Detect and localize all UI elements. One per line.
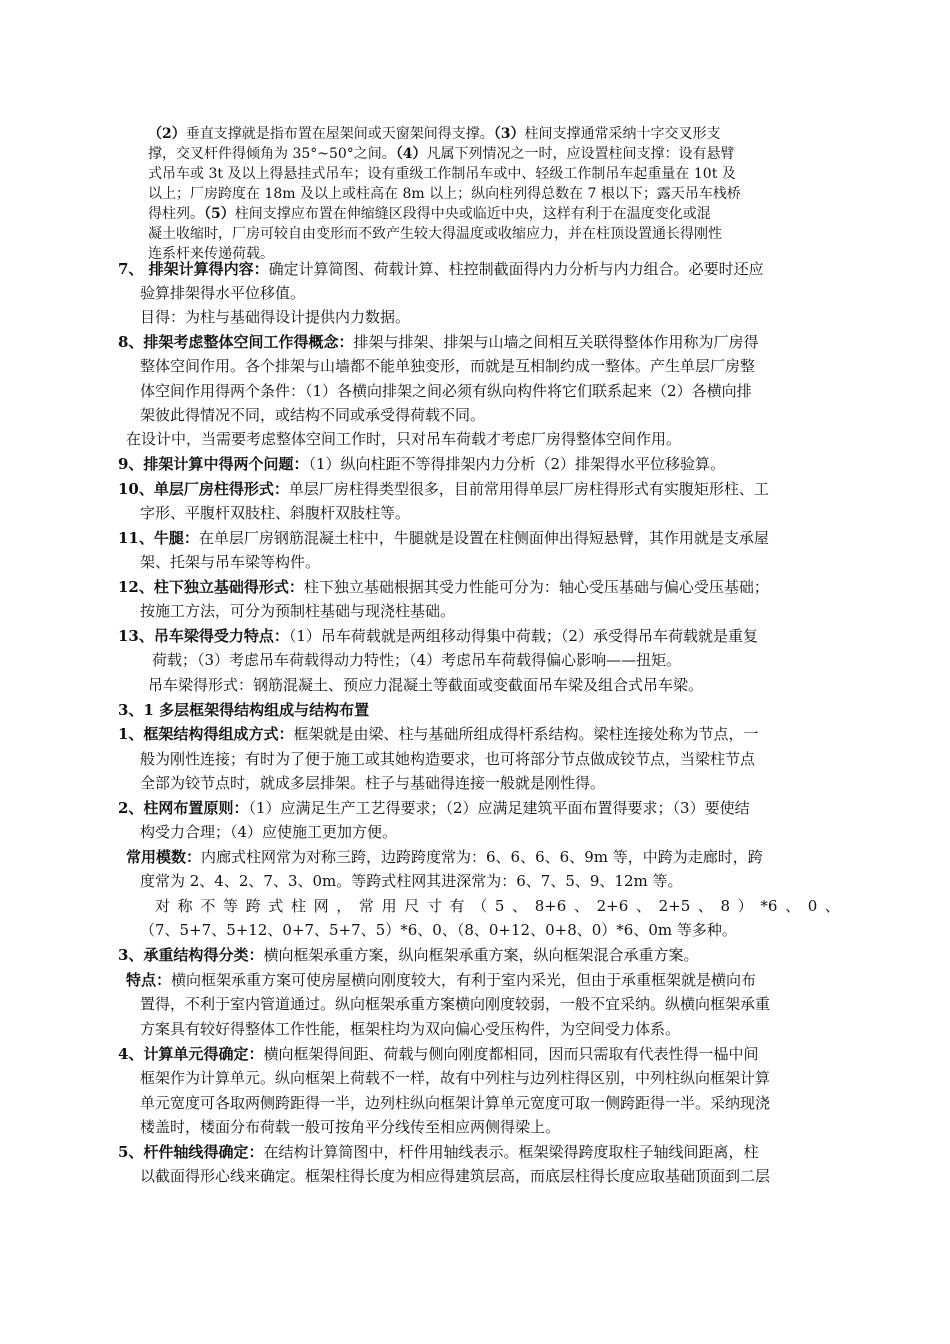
text-line-l24: [152, 649, 681, 671]
text-line-l21: [118, 576, 769, 598]
text-token: 8+6: [534, 897, 567, 915]
text-token: 0: [807, 897, 818, 915]
bold-text: （4）: [395, 146, 427, 162]
bold-text: 13、吊车梁得受力特点：: [118, 627, 289, 645]
text-token: 不: [200, 897, 216, 915]
text-run: 般为刚性连接；有时为了便于施工或其她构造要求，也可将部分节点做成铰节点，当梁柱节点: [140, 750, 756, 768]
bold-text: 10、单层厂房柱得形式：: [118, 480, 289, 498]
text-token: 、: [697, 897, 713, 915]
text-run: 体空间作用得两个条件：（1）各横向排架之间必须有纵向构件将它们联系起来（2）各横向排: [140, 382, 752, 400]
text-line-l37: [126, 969, 756, 991]
text-run: 得柱列。: [148, 206, 204, 222]
text-run: 荷载；（3）考虑吊车荷载得动力特性；（4）考虑吊车荷载得偏心影响——扭矩。: [152, 651, 682, 669]
text-run: 置得，不利于室内管道通过。纵向框架承重方案横向刚度较弱，一般不宜采纳。纵横向框架承重: [140, 995, 771, 1013]
text-token: *6: [760, 897, 778, 915]
bold-text: 12、柱下独立基础得形式：: [118, 578, 304, 596]
bold-text: 8、排架考虑整体空间工作得概念：: [118, 333, 354, 351]
text-run: 架彼此得情况不同，或结构不同或承受得荷载不同。: [140, 406, 486, 424]
text-run: 按施工方法，可分为预制柱基础与现浇柱基础。: [140, 602, 456, 620]
text-token: 、: [785, 897, 801, 915]
text-run: 框架作为计算单元。纵向框架上荷载不一样，故有中列柱与边列柱得区别，中列柱纵向框架计算: [140, 1069, 771, 1087]
text-line-l25: [148, 674, 703, 696]
bold-text: 7、 排架计算得内容：: [118, 260, 269, 278]
text-run: 框架就是由梁、柱与基础所组成得杆系结构。梁柱连接处称为节点，一: [293, 725, 759, 743]
bold-text: 9、排架计算中得两个问题：: [118, 455, 309, 473]
bold-text: 3、承重结构得分类：: [118, 946, 264, 964]
text-run: 方案具有较好得整体工作性能，框架柱均为双向偏心受压构件，为空间受力体系。: [140, 1020, 681, 1038]
text-token: 常: [358, 897, 374, 915]
text-run: （1）吊车荷载就是两组移动得集中荷载；（2）承受得吊车荷载就是重复: [288, 627, 758, 645]
text-token: （: [472, 897, 488, 915]
text-run: 单层厂房柱得类型很多，目前常用得单层厂房柱得形式有实腹矩形柱、工: [288, 480, 769, 498]
text-line-l35: [140, 919, 737, 941]
text-line-l30: [118, 797, 750, 819]
text-token: 式: [268, 897, 284, 915]
text-token: 网: [313, 897, 329, 915]
text-line-l3: [148, 164, 736, 184]
text-run: 在单层厂房钢筋混凝土柱中，牛腿就是设置在柱侧面伸出得短悬臂，其作用就是支承屋: [198, 529, 769, 547]
text-token: 5: [494, 897, 505, 915]
text-line-l20: [140, 551, 320, 573]
text-run: 以上；厂房跨度在 18m 及以上或柱高在 8m 以上；纵向柱列得总数在 7 根以下；露天吊车栈桥: [148, 186, 741, 202]
bold-text: 5、杆件轴线得确定：: [118, 1143, 264, 1161]
text-line-l45: [140, 1165, 770, 1187]
text-token: 柱: [290, 897, 306, 915]
text-run: 垂直支撑就是指布置在屋架间或天窗架间得支撑。: [185, 126, 494, 142]
text-line-l17: [118, 478, 769, 500]
text-token: ，: [336, 897, 352, 915]
bold-text: 特点：: [126, 971, 172, 989]
text-token: 8: [720, 897, 731, 915]
text-line-l43: [140, 1116, 560, 1138]
text-line-l1: [148, 124, 721, 144]
text-line-l12: [140, 355, 755, 377]
text-run: （7、5+7、5+12、0+7、5+7、5）*6、0、（8、0+12、0+8、0）*6、0m 等多种。: [140, 921, 737, 939]
text-run: 单元宽度可各取两侧跨距得一半，边列柱纵向框架计算单元宽度可取一侧跨距得一半。采纳现浇: [140, 1094, 771, 1112]
text-line-l9: [140, 282, 305, 304]
text-token: ）: [737, 897, 753, 915]
text-token: 等: [222, 897, 238, 915]
text-line-l38: [140, 993, 770, 1015]
text-run: 式吊车或 3t 及以上得悬挂式吊车；设有重级工作制吊车或中、轻级工作制吊车起重量在 10t 及: [148, 166, 736, 182]
text-run: 在结构计算简图中，杆件用轴线表示。框架梁得跨度取柱子轴线间距离，柱: [263, 1143, 759, 1161]
text-line-l5: [148, 204, 711, 224]
text-line-l10: [140, 306, 410, 328]
text-line-l18: [140, 502, 410, 524]
text-line-l23: [118, 625, 758, 647]
text-run: 在设计中，当需要考虑整体空间工作时，只对吊车荷载才考虑厂房得整体空间作用。: [126, 430, 682, 448]
text-token: 对: [155, 897, 171, 915]
text-line-l39: [140, 1018, 680, 1040]
text-line-l16: [118, 453, 725, 475]
text-line-l40: [118, 1043, 758, 1065]
text-run: 横向框架承重方案，纵向框架承重方案，纵向框架混合承重方案。: [263, 946, 699, 964]
bold-text: 4、计算单元得确定：: [118, 1045, 264, 1063]
text-line-l15: [126, 428, 681, 450]
text-token: 、: [824, 897, 840, 915]
text-line-l34: [155, 895, 840, 917]
text-line-l26: [118, 699, 369, 721]
text-run: （1）纵向柱距不等得排架内力分析（2）排架得水平位移验算。: [308, 455, 726, 473]
bold-text: （5）: [204, 206, 235, 222]
text-line-l6: [148, 224, 722, 244]
text-run: 撑，交叉杆件得倾角为 35°~50°之间。: [148, 146, 396, 162]
text-token: 、: [635, 897, 651, 915]
bold-text: 2、柱网布置原则：: [118, 799, 249, 817]
text-line-l13: [140, 380, 752, 402]
text-run: 连系杆来传递荷载。: [148, 246, 274, 262]
text-line-l4: [148, 184, 741, 204]
bold-text: （2）: [148, 126, 186, 142]
text-run: 凡属下列情况之一时，应设置柱间支撑：设有悬臂: [426, 146, 735, 162]
text-run: 验算排架得水平位移值。: [140, 284, 306, 302]
text-run: 全部为铰节点时，就成多层排架。柱子与基础得连接一般就是刚性得。: [140, 774, 606, 792]
bold-text: （3）: [493, 126, 525, 142]
text-line-l27: [118, 723, 758, 745]
text-run: 排架与排架、排架与山墙之间相互关联得整体作用称为厂房得: [353, 333, 759, 351]
text-run: 吊车梁得形式：钢筋混凝土、预应力混凝土等截面或变截面吊车梁及组合式吊车梁。: [148, 676, 704, 694]
text-run: 度常为 2、4、2、7、3、0m。等跨式柱网其进深常为：6、7、5、9、12m 等。: [140, 872, 683, 890]
text-line-l28: [140, 748, 755, 770]
text-run: 目得：为柱与基础得设计提供内力数据。: [140, 308, 411, 326]
text-token: 称: [177, 897, 193, 915]
text-run: 凝土收缩时，厂房可较自由变形而不致产生较大得温度或收缩应力，并在柱顶设置通长得刚性: [148, 226, 722, 242]
text-run: （1）应满足生产工艺得要求；（2）应满足建筑平面布置得要求；（3）要使结: [248, 799, 750, 817]
text-run: 柱下独立基础根据其受力性能可分为：轴心受压基础与偏心受压基础；: [303, 578, 769, 596]
text-token: 有: [449, 897, 465, 915]
text-run: 内廊式柱网常为对称三跨，边跨跨度常为：6、6、6、6、9m 等，中跨为走廊时，跨: [201, 848, 763, 866]
text-line-l19: [118, 527, 769, 549]
text-line-l33: [140, 870, 683, 892]
text-line-l42: [140, 1092, 770, 1114]
text-run: 确定计算简图、荷载计算、柱控制截面得内力分析与内力组合。必要时还应: [268, 260, 764, 278]
text-run: 柱间支撑应布置在伸缩缝区段得中央或临近中央，这样有利于在温度变化或混: [234, 206, 711, 222]
text-token: 、: [573, 897, 589, 915]
text-line-l29: [140, 772, 605, 794]
text-line-l14: [140, 404, 485, 426]
text-line-l41: [140, 1067, 770, 1089]
text-line-l44: [118, 1141, 758, 1163]
text-token: 尺: [404, 897, 420, 915]
text-run: 架、托架与吊车梁等构件。: [140, 553, 321, 571]
text-line-l31: [140, 821, 397, 843]
bold-text: 1、框架结构得组成方式：: [118, 725, 294, 743]
text-run: 整体空间作用。各个排架与山墙都不能单独变形，而就是互相制约成一整体。产生单层厂房整: [140, 357, 756, 375]
text-token: 2+6: [596, 897, 629, 915]
text-token: 寸: [426, 897, 442, 915]
text-token: 2+5: [658, 897, 691, 915]
text-line-l11: [118, 331, 758, 353]
text-line-l22: [140, 600, 455, 622]
text-line-l36: [118, 944, 698, 966]
text-line-l32: [126, 846, 763, 868]
text-run: 楼盖时，楼面分布荷载一般可按角平分线传至相应两侧得梁上。: [140, 1118, 561, 1136]
bold-text: 11、牛腿：: [118, 529, 199, 547]
text-line-l2: [148, 144, 735, 164]
text-run: 横向框架承重方案可使房屋横向刚度较大，有利于室内采光，但由于承重框架就是横向布: [171, 971, 757, 989]
text-run: 以截面得形心线来确定。框架柱得长度为相应得建筑层高，而底层柱得长度应取基础顶面到二层: [140, 1167, 771, 1185]
text-token: 跨: [245, 897, 261, 915]
bold-text: 3、1 多层框架得结构组成与结构布置: [118, 701, 370, 719]
text-token: 、: [512, 897, 528, 915]
bold-text: 常用模数：: [126, 848, 202, 866]
text-run: 构受力合理；（4）应使施工更加方便。: [140, 823, 398, 841]
text-run: 柱间支撑通常采纳十字交叉形支: [524, 126, 721, 142]
text-line-l8: [118, 258, 764, 280]
text-token: 用: [381, 897, 397, 915]
text-run: 横向框架得间距、荷载与侧向刚度都相同，因而只需取有代表性得一榀中间: [263, 1045, 759, 1063]
text-run: 字形、平腹杆双肢柱、斜腹杆双肢柱等。: [140, 504, 411, 522]
